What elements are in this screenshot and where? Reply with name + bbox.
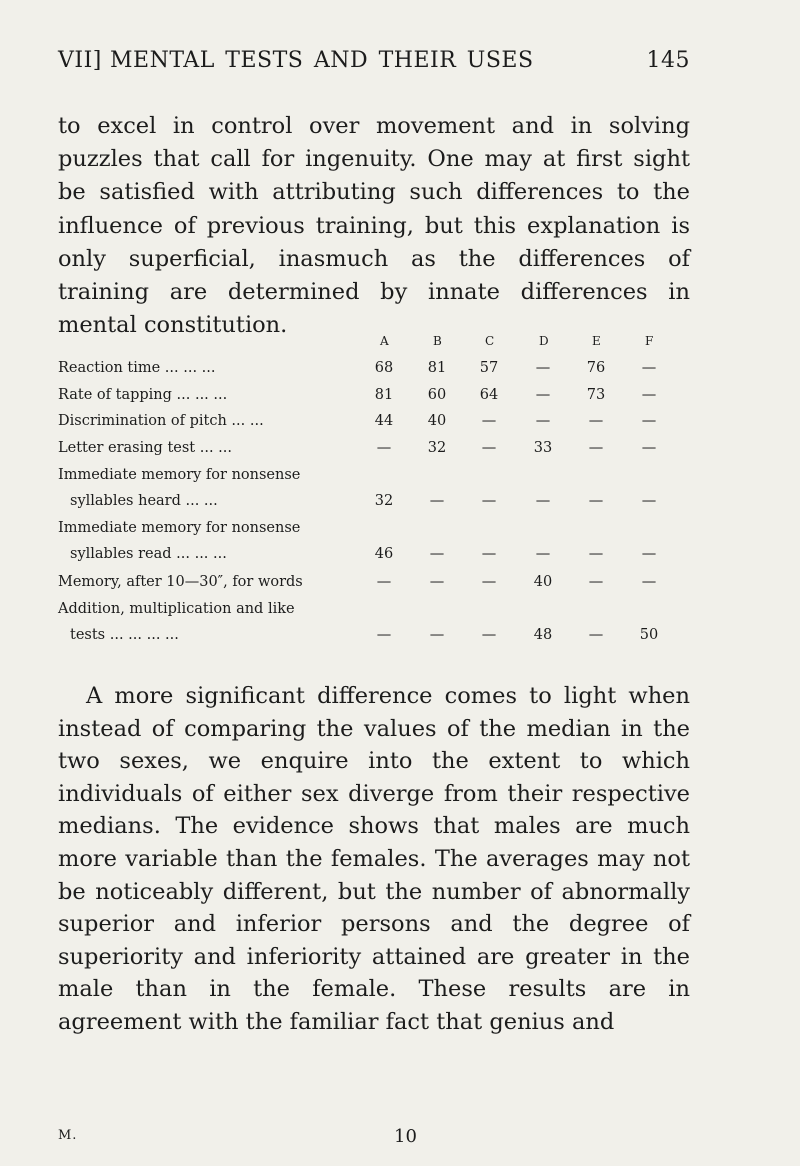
table-cell: —	[481, 440, 497, 456]
table-cell: 46	[374, 546, 394, 562]
row-label: Addition, multiplication and like	[58, 601, 295, 617]
table-cell: 40	[427, 413, 447, 429]
column-header-e: E	[592, 334, 602, 348]
table-cell: 32	[427, 440, 447, 456]
table-cell: 81	[374, 387, 394, 403]
table-cell: —	[588, 440, 604, 456]
row-label: Letter erasing test ... ...	[58, 440, 232, 456]
table-cell: —	[588, 574, 604, 590]
column-header-d: D	[539, 334, 550, 348]
table-cell: —	[535, 387, 551, 403]
table-cell: —	[588, 546, 604, 562]
row-label: Discrimination of pitch ... ...	[58, 413, 264, 429]
table-cell: —	[429, 627, 445, 643]
table-cell: —	[641, 574, 657, 590]
table-cell: —	[535, 413, 551, 429]
table-cell: 68	[374, 360, 394, 376]
table-cell: 76	[586, 360, 606, 376]
signature-mark: M.	[58, 1128, 78, 1143]
table-cell: —	[429, 546, 445, 562]
table-cell: —	[588, 627, 604, 643]
row-label: Rate of tapping ... ... ...	[58, 387, 228, 403]
table-cell: 73	[586, 387, 606, 403]
running-title: MENTAL TESTS AND THEIR USES	[110, 48, 534, 73]
table-cell: 48	[533, 627, 553, 643]
table-cell: —	[588, 413, 604, 429]
table-cell: 32	[374, 493, 394, 509]
column-header-a: A	[380, 334, 390, 348]
page-number: 145	[646, 48, 690, 73]
table-cell: —	[535, 493, 551, 509]
table-cell: —	[641, 360, 657, 376]
table-cell: —	[641, 493, 657, 509]
table-cell: 64	[479, 387, 499, 403]
table-cell: —	[641, 546, 657, 562]
table-cell: —	[641, 387, 657, 403]
table-cell: 33	[533, 440, 553, 456]
table-cell: —	[641, 440, 657, 456]
table-cell: 57	[479, 360, 499, 376]
table-cell: 50	[639, 627, 659, 643]
row-label-continued: syllables read ... ... ...	[70, 546, 227, 562]
table-cell: 44	[374, 413, 394, 429]
table-cell: —	[376, 627, 392, 643]
body-paragraph-1: to excel in control over movement and in solving puzzles that call for ingenuity. One may at first sight be satisfied with attributing such differences to the influence of previous training, but this explanation is only superficial, inasmuch as the differences of training are determined by innate differences in mental constitution.	[58, 113, 690, 339]
chapter-number: VII]	[58, 48, 102, 73]
table-cell: —	[641, 413, 657, 429]
column-header-b: B	[433, 334, 443, 348]
table-cell: —	[429, 574, 445, 590]
row-label: Reaction time ... ... ...	[58, 360, 216, 376]
row-label: Memory, after 10—30″, for words	[58, 574, 303, 590]
column-header-c: C	[485, 334, 496, 348]
table-cell: 81	[427, 360, 447, 376]
signature-number: 10	[394, 1126, 417, 1147]
row-label: Immediate memory for nonsense	[58, 467, 301, 483]
table-cell: 60	[427, 387, 447, 403]
column-header-f: F	[645, 334, 655, 348]
body-paragraph-2: A more significant difference comes to light when instead of comparing the values of the median in the two sexes, we enquire into the extent to which individuals of either sex diverge from their respective medians. The evidence shows that males are much more variable than the females. The averages may not be noticeably different, but the number of abnormally superior and inferior persons and the degree of superiority and inferiority attained are greater in the male than in the female. These results are in agreement with the familiar fact that genius and	[58, 683, 690, 1035]
table-cell: 40	[533, 574, 553, 590]
table-cell: —	[429, 493, 445, 509]
table-cell: —	[535, 360, 551, 376]
running-header	[58, 40, 690, 80]
table-cell: —	[376, 574, 392, 590]
table-cell: —	[481, 627, 497, 643]
row-label: Immediate memory for nonsense	[58, 520, 301, 536]
table-cell: —	[481, 493, 497, 509]
table-cell: —	[481, 413, 497, 429]
row-label-continued: syllables heard ... ...	[70, 493, 218, 509]
table-cell: —	[535, 546, 551, 562]
table-cell: —	[481, 574, 497, 590]
table-cell: —	[588, 493, 604, 509]
table-cell: —	[481, 546, 497, 562]
table-cell: —	[376, 440, 392, 456]
row-label-continued: tests ... ... ... ...	[70, 627, 179, 643]
